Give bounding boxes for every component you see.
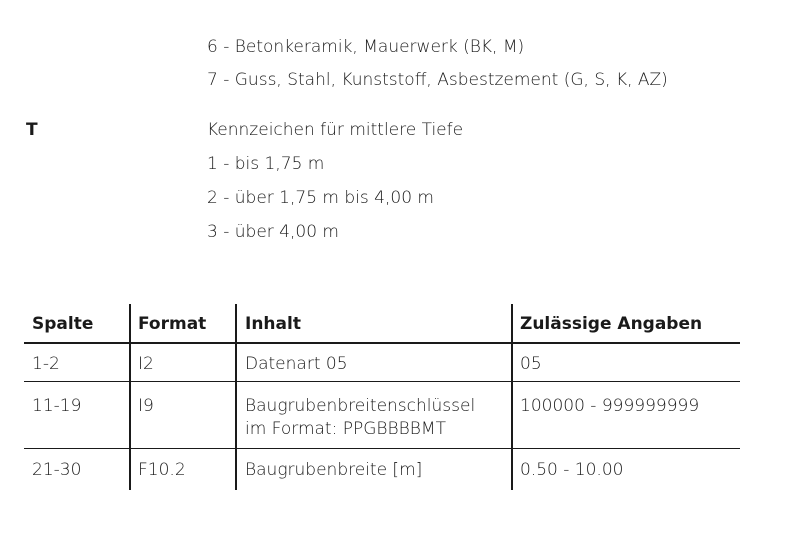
table-row-2-format: I9: [138, 396, 154, 416]
header-rule: [24, 342, 740, 344]
header-zulaessige-angaben: Zulässige Angaben: [520, 314, 703, 334]
table-row-3-spalte: 21-30: [32, 460, 82, 480]
format-table: [24, 304, 740, 490]
row-rule: [24, 381, 740, 382]
column-divider: [235, 304, 237, 490]
depth-item-1: 1 - bis 1,75 m: [207, 154, 325, 174]
header-format: Format: [138, 314, 207, 334]
header-spalte: Spalte: [32, 314, 94, 334]
table-row-2-inhalt-line-2: im Format: PPGBBBBMT: [245, 419, 446, 439]
header-inhalt: Inhalt: [245, 314, 301, 334]
table-row-1-format: I2: [138, 354, 154, 374]
table-row-3-inhalt: Baugrubenbreite [m]: [245, 460, 423, 480]
table-row-2-spalte: 11-19: [32, 396, 82, 416]
material-item-7: 7 - Guss, Stahl, Kunststoff, Asbestzement (G, S, K, AZ): [207, 70, 668, 90]
depth-item-2: 2 - über 1,75 m bis 4,00 m: [207, 188, 434, 208]
row-rule: [24, 448, 740, 449]
table-row-3-angaben: 0.50 - 10.00: [520, 460, 624, 480]
table-row-1-inhalt: Datenart 05: [245, 354, 348, 374]
column-divider: [511, 304, 513, 490]
table-row-1-angaben: 05: [520, 354, 542, 374]
material-item-6: 6 - Betonkeramik, Mauerwerk (BK, M): [207, 37, 525, 57]
column-divider: [129, 304, 131, 490]
depth-title: Kennzeichen für mittlere Tiefe: [207, 120, 464, 140]
table-row-2-angaben: 100000 - 999999999: [520, 396, 700, 416]
table-row-2-inhalt: Baugrubenbreitenschlüssel: [245, 396, 476, 416]
table-row-3-format: F10.2: [138, 460, 186, 480]
depth-item-3: 3 - über 4,00 m: [207, 222, 339, 242]
depth-key-label: T: [26, 120, 38, 140]
table-row-1-spalte: 1-2: [32, 354, 60, 374]
